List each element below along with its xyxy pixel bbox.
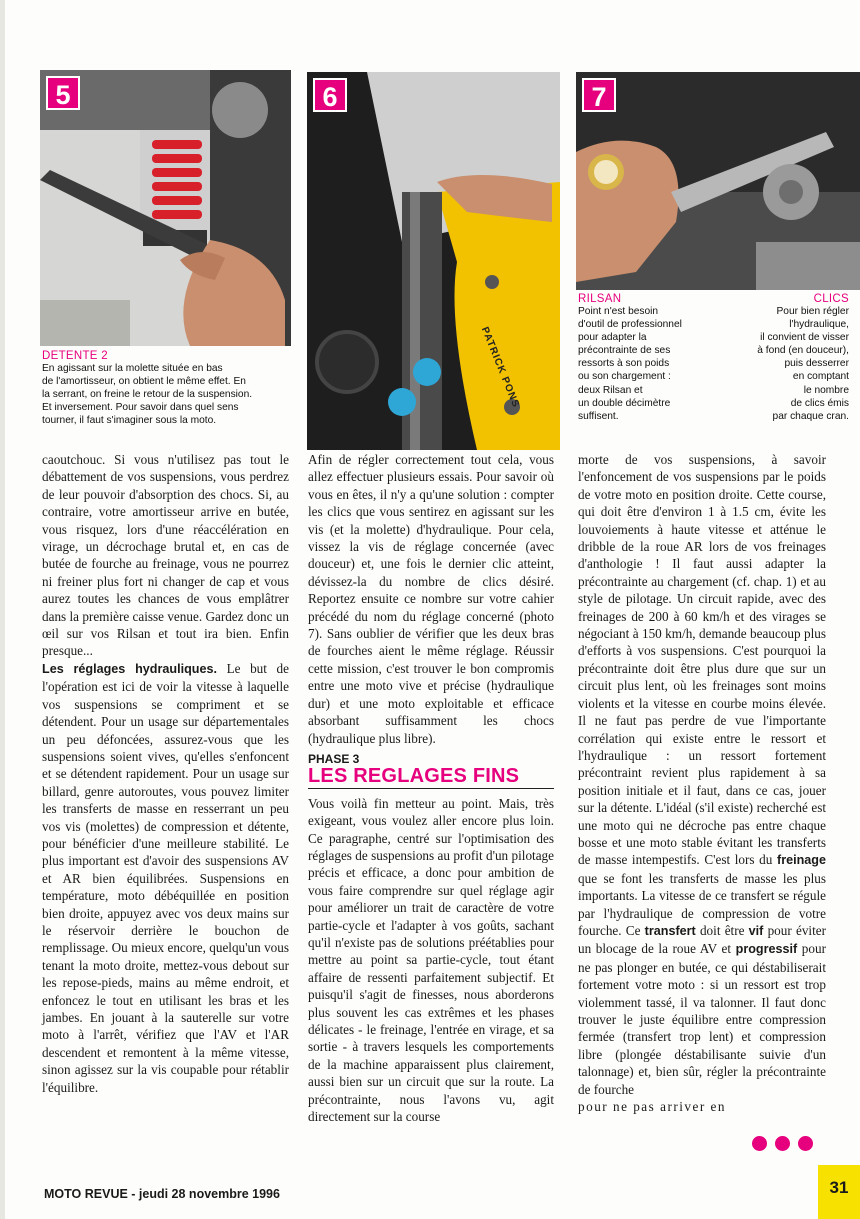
paragraph-heading: Les réglages hydrauliques.	[42, 661, 217, 676]
caption-text	[42, 362, 294, 427]
photo-7-illustration	[576, 72, 860, 290]
paragraph: Afin de régler correctement tout cela, vous allez effectuer plusieurs essais. Pour savoir où vous en êtes, il n'y a qu'une solution : compter les clics que vous sentirez en agissant sur les vis (et la molette) d'hydraulique. Pour cela, vissez la vis de réglage concernée (avec douceur) et, une fois le dernier clic atteint, dévissez-la du nombre de clics désiré. Reportez ensuite ce nombre sur votre cahier précédé du nom du réglage concerné (photo 7). Sans oublier de vérifier que les deux bras de fourches aient le même réglage. Réussir cette mission, c'est trouver le bon compromis entre une moto vive et précise (hydraulique dur) et une moto exploitable et efficace absorbant suffisamment les chocs (hydraulique plus libre).	[308, 452, 554, 746]
paragraph	[42, 660, 289, 1096]
paragraph-text: pour ne pas plonger en butée, ce qui déstabiliserait fortement votre moto : si un ressort est trop violemment tassé, il va talonner. Il faut donc trouver le juste équilibre entre compression fermée (transfert trop lent) et compression libre (plongée déstabilisante suivie d'un talonnage) et, bien sûr, régler la précontrainte de fourche	[578, 941, 826, 1097]
caption-title: RILSAN	[578, 293, 622, 305]
caption-title: DETENTE 2	[42, 350, 108, 362]
caption-text	[715, 305, 849, 423]
section-title: LES REGLAGES FINS	[308, 768, 554, 788]
bold-term: progressif	[735, 942, 798, 957]
caption-line: pour adapter la	[578, 332, 647, 344]
caption-line: la serrant, on freine le retour de la suspension.	[42, 389, 253, 401]
caption-clics	[715, 293, 849, 423]
caption-line: de clics émis	[790, 397, 849, 409]
continuation-dots	[752, 1136, 813, 1151]
caption-detente	[42, 350, 294, 427]
bold-term: vif	[748, 923, 764, 938]
caption-line: à fond (en douceur),	[757, 345, 849, 357]
caption-line: en comptant	[792, 371, 849, 383]
photo-wrench-adjustment	[576, 72, 860, 290]
caption-line: d'outil de professionnel	[578, 319, 682, 331]
page-footer: MOTO REVUE - jeudi 28 novembre 1996	[44, 1187, 280, 1201]
caption-rilsan	[578, 293, 718, 423]
caption-line: il convient de visser	[760, 332, 849, 344]
photo-number-badge: 6	[313, 78, 347, 112]
caption-line: Point n'est besoin	[578, 306, 659, 317]
caption-line: En agissant sur la molette située en bas	[42, 363, 223, 374]
caption-line: par chaque cran.	[772, 410, 849, 422]
caption-line: tourner, il faut s'imaginer sous la moto.	[42, 415, 217, 427]
paragraph-text: pour éviter un blocage de la roue AV et	[578, 922, 826, 957]
article-column-1	[42, 451, 289, 1096]
caption-title: CLICS	[813, 293, 849, 305]
page-edge-shadow	[0, 0, 5, 1219]
caption-line: puis desserrer	[784, 358, 849, 370]
photo-6-print-text: PATRICK PONS	[478, 325, 522, 410]
photo-number-badge: 5	[46, 76, 80, 110]
photo-5-illustration	[40, 70, 291, 346]
photo-fork-adjuster	[307, 72, 560, 450]
caption-line: deux Rilsan et	[578, 384, 643, 396]
photo-shock-absorber	[40, 70, 291, 346]
paragraph-text: doit être	[695, 922, 749, 938]
caption-line: de l'amortisseur, on obtient le même effet. En	[42, 376, 246, 388]
caption-line: Pour bien régler	[776, 306, 849, 317]
paragraph: caoutchouc. Si vous n'utilisez pas tout le débattement de vos suspensions, vous perdrez de leur pouvoir d'absorption des chocs. Si, au contraire, votre amortisseur arrive en butée, vous risquez, lors d'une réaccélération en virage, un décrochage brutal et, en cas de butée de fourche au freinage, vous ne pourrez ni freiner plus fort ni changer de cap et vous aurez toutes les chances de vous emplâtrer dans la première caisse venue. Gardez donc un œil sur vos Rilsan et tout ira bien. Enfin presque...	[42, 452, 289, 659]
photo-number-badge: 7	[582, 78, 616, 112]
caption-line: ou son chargement :	[578, 371, 671, 383]
dot-icon	[798, 1136, 813, 1151]
paragraph: Vous voilà fin metteur au point. Mais, très exigeant, vous voulez aller encore plus loin. Ce paragraphe, centré sur l'optimisation des réglages de suspensions au profit d'un pilotage précis et efficace, a donc pour ambition de vous faire comprendre sur quel réglage agir pour améliorer un trait de caractère de votre partie-cycle et l'adapter à vos goûts, sachant qu'il n'existe pas de solutions préétablies pour mettre au point sa partie-cycle, tout étant affaire de ressenti parfaitement subjectif. Et puisqu'il s'agit de finesses, nous aborderons plus souvent les cas extrêmes et les phases délicates - le freinage, l'entrée en virage, et sa sortie - à travers lesquels les comportements de la machine apparaissent plus clairement, aussi bien sur un circuit que sur la route. La précontrainte, nous l'avons vu, agit directement sur la course	[308, 795, 554, 1125]
paragraph-last-line: pour ne pas arriver en	[578, 1099, 726, 1115]
article-column-2	[308, 451, 554, 1125]
caption-line: précontrainte de ses	[578, 345, 671, 357]
dot-icon	[775, 1136, 790, 1151]
section-label: PHASE 3	[308, 751, 360, 766]
caption-line: un double décimètre	[578, 397, 671, 409]
caption-line: l'hydraulique,	[789, 319, 849, 331]
paragraph-text: que se font les transferts de masse les plus importants. La vitesse de ce transfert se régule par l'hydraulique de compression de votre fourche. Ce	[578, 870, 826, 938]
bold-term: transfert	[644, 923, 696, 938]
caption-text	[578, 305, 718, 423]
dot-icon	[752, 1136, 767, 1151]
caption-line: le nombre	[803, 384, 849, 396]
caption-line: suffisent.	[578, 410, 619, 422]
caption-line: Et inversement. Pour savoir dans quel sens	[42, 402, 239, 414]
paragraph	[578, 451, 826, 1098]
paragraph-text: Le but de l'opération est ici de voir la vitesse à laquelle vos suspensions se compriment et se détendent. Pour un usage sur départementales un peu défoncées, assurez-vous que les suspensions soient vives, qu'elles s'enfoncent et se détendent rapidement. Pour un usage sur billard, genre autoroutes, vous pouvez limiter les transferts de masse en resserrant un peu vos vis (molettes) de compression et détente, pour bénéficier d'une meilleure stabilité. Le plus important est d'avoir des suspensions AV et AR bien équilibrées. Suspensions en température, moto débéquillée en position bien droite, appuyez avec vos deux mains sur le réservoir derrière le bouchon de remplissage. Ou mieux encore, quelqu'un vous tenant la moto droite, mettez-vous debout sur les repose-pieds, mains au même endroit, et enfoncez le tout en utilisant les bras et les jambes. En jouant à la sauterelle sur votre moto à l'arrêt, vérifiez que l'AV et l'AR descendent et remontent à la même vitesse, sinon agissez sur la vis coupable pour rétablir l'équilibre.	[42, 660, 289, 1095]
page-number: 31	[818, 1165, 860, 1219]
paragraph-text: morte de vos suspensions, à savoir l'enfoncement de vos suspensions par le poids de votre moto en position droite. Cette course, qui doit être d'environ 1 à 1.5 cm, évite les louvoiements à haute vitesse et atténue le dribble de la roue AR lors de vos freinages d'anthologie ! Il faut aussi adapter la précontrainte au chargement (cf. chap. 1) et au style de pilotage. Un circuit rapide, avec des freinages de 200 à 60 km/h et des virages se négociant à 150 km/h, demande beaucoup plus d'efforts à vos suspensions. C'est pourquoi la précontrainte doit être plus dure que sur un circuit plus lent, où les freinages sont moins violents et la vitesse en courbe moins élevée. Il ne faut pas perdre de vue l'importante corrélation qui existe entre le ressort et l'hydraulique : un ressort fortement précontraint revient plus rapidement à sa position initiale et il faut, dans ce cas, jouer sur la détente. L'idéal (s'il existe) recherché est une moto qui ne décroche pas entre chaque bosse et une moto stable évitant les transferts de masse intempestifs. C'est lors du	[578, 452, 826, 868]
article-column-3	[578, 451, 826, 1115]
bold-term: freinage	[777, 853, 826, 868]
caption-line: ressorts à son poids	[578, 358, 670, 370]
photo-6-illustration	[307, 72, 560, 450]
